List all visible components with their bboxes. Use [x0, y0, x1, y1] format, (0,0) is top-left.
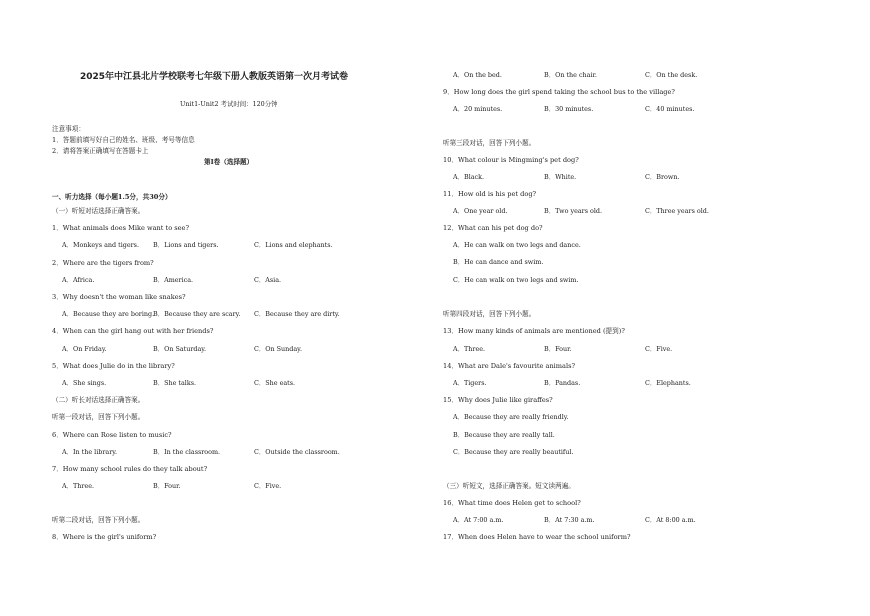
option-a: A．20 minutes.	[453, 105, 503, 113]
question-stem: 6．Where can Rose listen to music?	[52, 431, 172, 439]
option-c: C．Because they are really beautiful.	[453, 448, 574, 456]
option-b: B．At 7:30 a.m.	[544, 516, 595, 524]
option-a: A．Because they are really friendly.	[453, 413, 569, 421]
option-c: C．Elephants.	[645, 379, 691, 387]
option-b: B．Because they are scary.	[153, 310, 241, 318]
option-b: B．She talks.	[153, 379, 196, 387]
question-stem: 3．Why doesn't the woman like snakes?	[52, 293, 186, 301]
option-c: C．He can walk on two legs and swim.	[453, 276, 579, 284]
option-b: B．Four.	[544, 345, 572, 353]
question-stem: 2．Where are the tigers from?	[52, 259, 154, 267]
option-c: C．She eats.	[254, 379, 296, 387]
option-a: A．Africa.	[62, 276, 95, 284]
option-c: C．Outside the classroom.	[254, 448, 340, 456]
notice-line: 1．答题前填写好自己的姓名、班级、考号等信息	[52, 136, 195, 144]
subsection-heading: （二）听长对话选择正确答案。	[52, 396, 145, 404]
option-a: A．Tigers.	[453, 379, 487, 387]
option-b: B．On the chair.	[544, 71, 597, 79]
question-stem: 10．What colour is Mingming's pet dog?	[443, 156, 579, 164]
question-stem: 17．When does Helen have to wear the school uniform?	[443, 533, 631, 541]
option-b: B．On Saturday.	[153, 345, 207, 353]
dialogue-heading: 听第一段对话，回答下列小题。	[52, 413, 145, 421]
option-c: C．At 8:00 a.m.	[645, 516, 696, 524]
option-c: C．On Sunday.	[254, 345, 302, 353]
option-b: B．30 minutes.	[544, 105, 594, 113]
option-b: B．Lions and tigers.	[153, 241, 219, 249]
option-a: A．One year old.	[453, 207, 508, 215]
question-stem: 7．How many school rules do they talk about?	[52, 465, 208, 473]
option-a: A．Three.	[62, 482, 95, 490]
option-b: B．Four.	[153, 482, 181, 490]
option-b: B．Because they are really tall.	[453, 431, 555, 439]
option-b: B．Pandas.	[544, 379, 581, 387]
option-b: B．White.	[544, 173, 577, 181]
option-c: C．Asia.	[254, 276, 282, 284]
option-c: C．Because they are dirty.	[254, 310, 340, 318]
question-stem: 13．How many kinds of animals are mentioned (提到)?	[443, 327, 625, 335]
notice-heading: 注意事项：	[52, 125, 85, 133]
option-a: A．In the library.	[62, 448, 118, 456]
question-stem: 1．What animals does Mike want to see?	[52, 224, 189, 232]
exam-subtitle: Unit1-Unit2 考试时间：120分钟	[180, 100, 278, 108]
option-b: B．America.	[153, 276, 194, 284]
option-c: C．Lions and elephants.	[254, 241, 333, 249]
option-a: A．Three.	[453, 345, 486, 353]
option-a: A．Monkeys and tigers.	[62, 241, 139, 249]
exam-title: 2025年中江县北片学校联考七年级下册人教版英语第一次月考试卷	[80, 72, 349, 82]
option-c: C．Five.	[254, 482, 282, 490]
option-b: B．Two years old.	[544, 207, 603, 215]
option-b: B．In the classroom.	[153, 448, 221, 456]
option-a: A．On the bed.	[453, 71, 502, 79]
option-a: A．On Friday.	[62, 345, 107, 353]
question-stem: 11．How old is his pet dog?	[443, 190, 537, 198]
question-stem: 14．What are Dale's favourite animals?	[443, 362, 576, 370]
option-b: B．He can dance and swim.	[453, 258, 544, 266]
option-c: C．Brown.	[645, 173, 680, 181]
question-stem: 5．What does Julie do in the library?	[52, 362, 175, 370]
section-heading: 一、听力选择（每小题1.5分，共30分）	[52, 193, 172, 201]
subsection-heading: （一）听短对话选择正确答案。	[52, 207, 145, 215]
option-a: A．Black.	[453, 173, 485, 181]
part-title: 第I卷（选择题）	[204, 158, 254, 166]
option-a: A．Because they are boring.	[62, 310, 155, 318]
option-c: C．Five.	[645, 345, 673, 353]
question-stem: 4．When can the girl hang out with her friends?	[52, 327, 214, 335]
option-a: A．He can walk on two legs and dance.	[453, 241, 581, 249]
question-stem: 12．What can his pet dog do?	[443, 224, 543, 232]
question-stem: 16．What time does Helen get to school?	[443, 499, 581, 507]
dialogue-heading: 听第二段对话，回答下列小题。	[52, 516, 145, 524]
option-a: A．She sings.	[62, 379, 107, 387]
question-stem: 9．How long does the girl spend taking the school bus to the village?	[443, 88, 675, 96]
option-c: C．On the desk.	[645, 71, 698, 79]
question-stem: 8．Where is the girl's uniform?	[52, 533, 157, 541]
subsection-heading: （三）听短文，选择正确答案。短文读两遍。	[443, 482, 575, 490]
dialogue-heading: 听第三段对话，回答下列小题。	[443, 139, 536, 147]
question-stem: 15．Why does Julie like giraffes?	[443, 396, 553, 404]
option-c: C．40 minutes.	[645, 105, 695, 113]
notice-line: 2．请将答案正确填写在答题卡上	[52, 147, 149, 155]
dialogue-heading: 听第四段对话，回答下列小题。	[443, 310, 536, 318]
option-a: A．At 7:00 a.m.	[453, 516, 504, 524]
option-c: C．Three years old.	[645, 207, 709, 215]
